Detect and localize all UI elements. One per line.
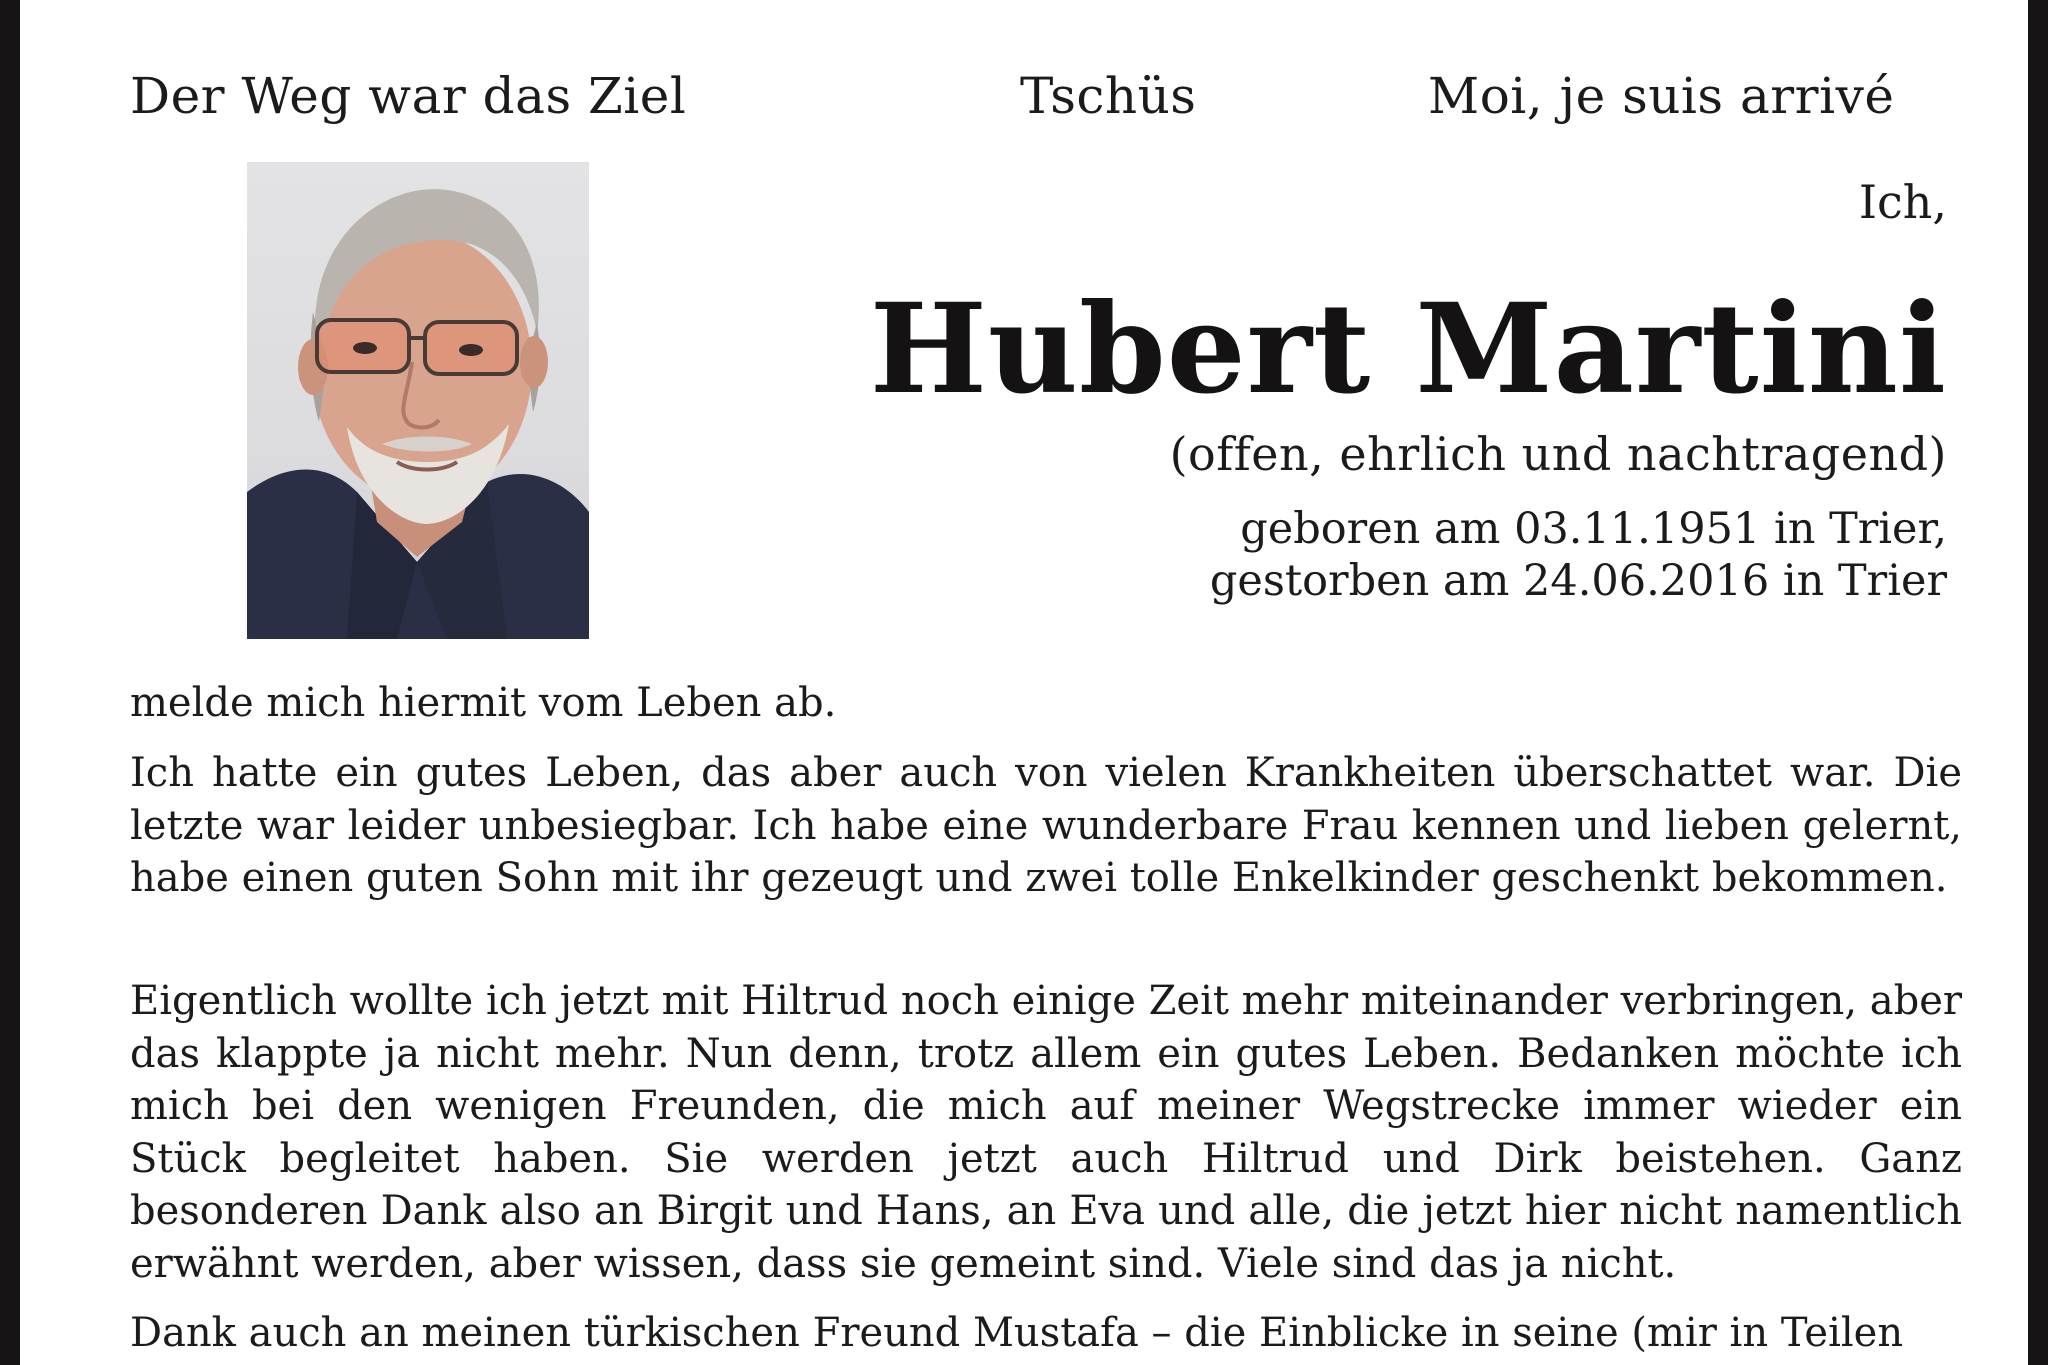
motto-right: Moi, je suis arrivé [1428, 67, 1895, 125]
portrait-illustration [247, 162, 589, 639]
paragraph-3: Dank auch an meinen türkischen Freund Mustafa – die Einblicke in seine (mir in Teilen [130, 1310, 1904, 1356]
portrait-photo [247, 162, 589, 639]
page-border-left [0, 0, 20, 1365]
obituary-notice [20, 0, 2028, 1365]
intro-word: Ich, [1858, 175, 1947, 229]
paragraph-1: Ich hatte ein gutes Leben, das aber auch von vielen Krankheiten überschattet war. Die letzte war leider unbesiegbar. Ich habe eine wunderbare Frau kennen und lieben gelernt, habe einen guten Sohn mit ihr gezeugt und zwei tolle Enkelkinder geschenkt bekommen. [130, 750, 1962, 901]
birth-line: geboren am 03.11.1951 in Trier, [1240, 504, 1947, 554]
page-border-right [2028, 0, 2048, 1365]
death-line: gestorben am 24.06.2016 in Trier [1209, 556, 1947, 606]
characterization: (offen, ehrlich und nachtragend) [1169, 427, 1947, 481]
motto-left: Der Weg war das Ziel [130, 67, 687, 125]
paragraph-2: Eigentlich wollte ich jetzt mit Hiltrud noch einige Zeit mehr miteinander verbringen, aber das klappte ja nicht mehr. Nun denn, trotz allem ein gutes Leben. Bedanken möchte ich mich bei den wenigen Freunden, die mich auf meiner Wegstrecke immer wieder ein Stück begleitet haben. Sie werden jetzt auch Hiltrud und Dirk beistehen. Ganz besonderen Dank also an Birgit und Hans, an Eva und alle, die jetzt hier nicht namentlich erwähnt werden, aber wissen, dass sie gemeint sind. Viele sind das ja nicht. [130, 978, 1962, 1287]
lead-sentence: melde mich hiermit vom Leben ab. [130, 680, 837, 726]
deceased-name: Hubert Martini [869, 277, 1947, 422]
motto-center: Tschüs [1020, 67, 1197, 125]
